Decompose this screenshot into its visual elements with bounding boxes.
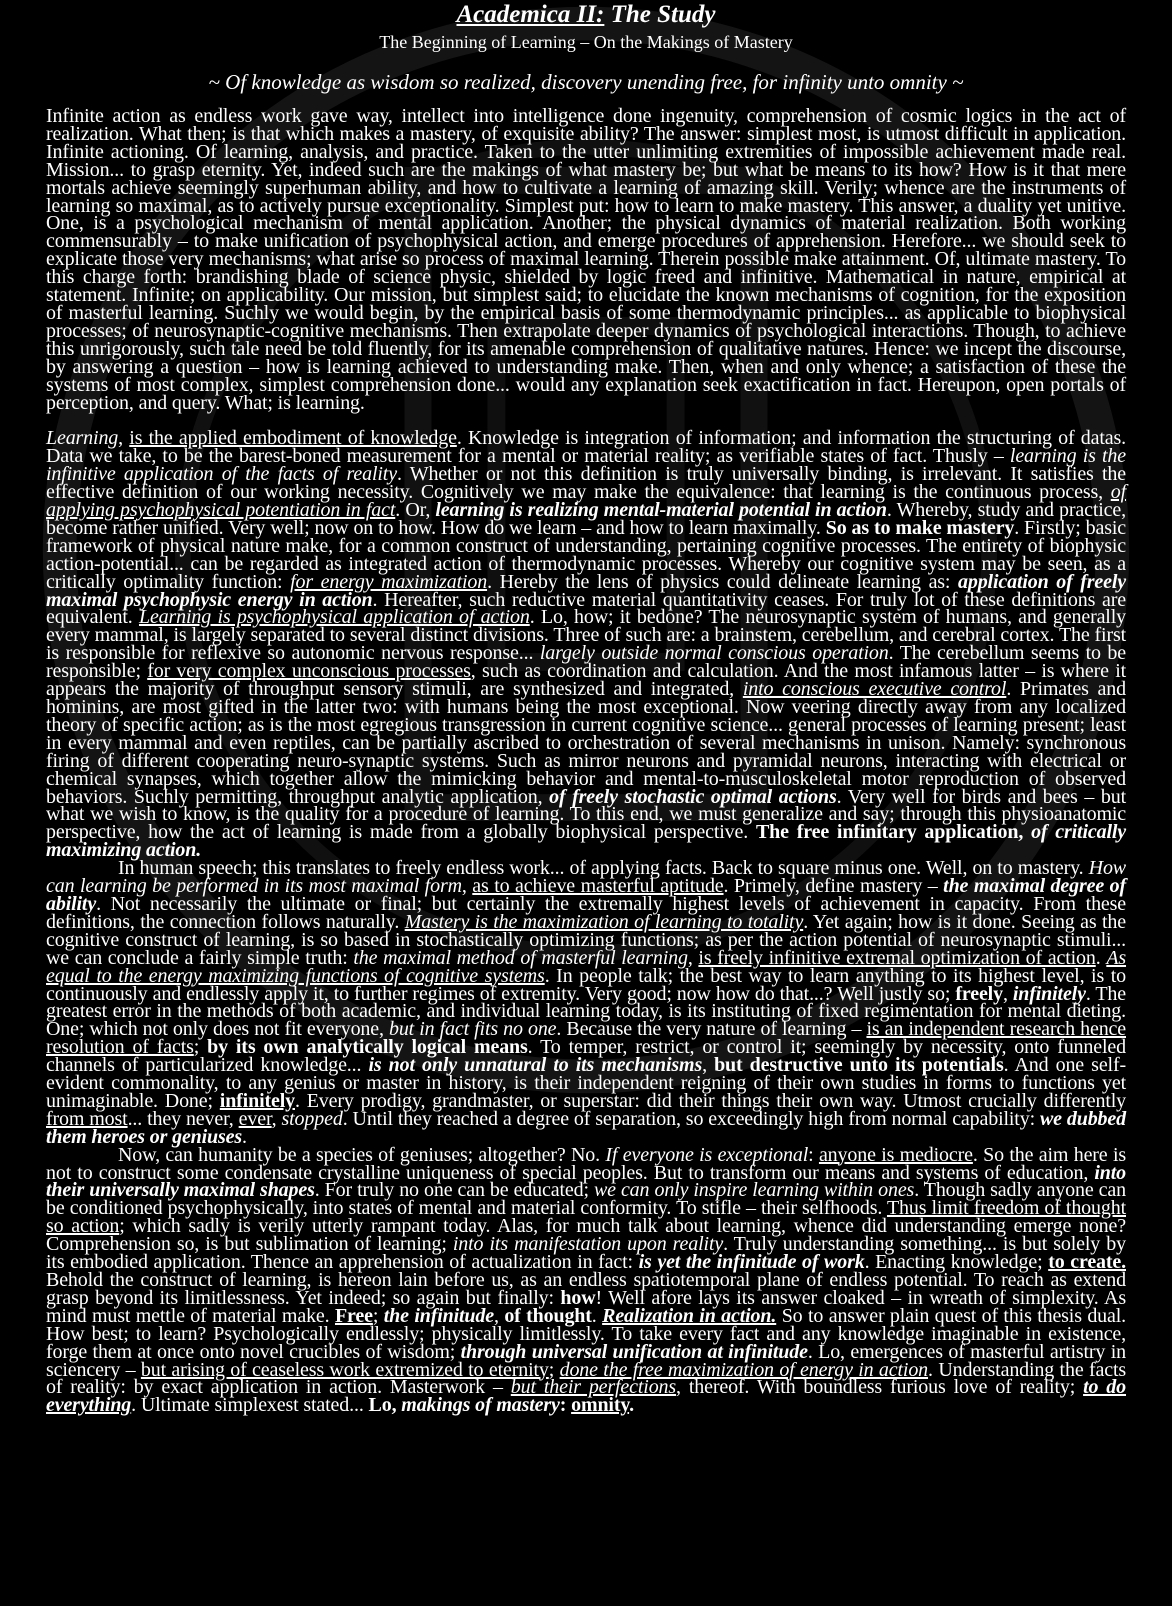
- text-run: makings of mastery: [401, 1394, 560, 1417]
- text-run: . Very well for birds and bees – but what we wish to know, is the quality for a procedure of learning. To this end, we must generalize and say; through this physioanatomic perspective, how the act of learning is made from a globally biophysical perspective.: [46, 785, 1126, 844]
- text-run: we dubbed them heroes or geniuses: [46, 1107, 1126, 1148]
- text-run: . Whether or not this definition is truly universally binding, is irrelevant. It satisfies the effective definition of our working necessity. Cognitively we may make the equivalence: that learning is the continuous process,: [46, 463, 1126, 504]
- text-run: done the free maximization of energy in action: [559, 1358, 929, 1381]
- text-run: the infinitude: [383, 1304, 494, 1327]
- text-run: ,: [271, 1107, 282, 1130]
- text-run: . Hereby the lens of physics could delineate learning as:: [487, 570, 958, 593]
- text-run: So as to make mastery: [825, 516, 1015, 539]
- text-run: . For truly no one can be educated;: [314, 1179, 594, 1202]
- text-run: is freely infinitive extremal optimization of action: [698, 946, 1096, 969]
- text-run: infinitely: [219, 1089, 295, 1112]
- text-run: . The greatest error in the methods of both academic, and individual learning today, is its instituting of fixed regimentation for mental dieting. One; which not only does not fit everyone,: [46, 982, 1127, 1041]
- text-run: In human speech; this translates to freely endless work... of applying facts. Back to square minus one. Well, on to mastery.: [118, 857, 1089, 880]
- text-run: ,: [493, 1304, 505, 1327]
- text-run: . So the aim here is not to construct some condensate crystalline uniqueness of special peoples. But to transform our means and systems of education,: [46, 1143, 1126, 1184]
- text-run: . Truly understanding something... is but solely by its embodied application. Thence an apprehension of actualization in fact:: [46, 1233, 1126, 1274]
- text-run: of freely stochastic optimal actions: [549, 785, 837, 808]
- text-run: from most: [46, 1107, 128, 1130]
- text-run: , thereof. With boundless furious love of reality;: [676, 1376, 1084, 1399]
- text-run: :: [559, 1394, 572, 1417]
- text-run: Mastery is the maximization of learning to totality: [404, 910, 804, 933]
- text-run: .: [591, 1304, 603, 1327]
- text-run: to do everything: [46, 1376, 1126, 1417]
- text-run: Learning: [46, 427, 119, 450]
- text-run: through universal unification at infinitude: [460, 1340, 808, 1363]
- text-run: . To temper, restrict, or control it; seemingly by necessity, onto funneled channels of particularized knowledge...: [46, 1036, 1126, 1077]
- text-run: the maximal degree of ability: [46, 875, 1126, 915]
- text-run: ,: [702, 1054, 715, 1077]
- text-run: but arising of ceaseless work extremized to eternity: [140, 1358, 549, 1381]
- text-run: As equal to the energy maximizing functions of cognitive systems: [46, 946, 1127, 987]
- text-run: anyone is mediocre: [818, 1143, 973, 1166]
- text-run: . Lo, how; it bedone? The neurosynaptic system of humans, and generally every mammal, is largely separated to several distinct divisions. Three of such are: a brainstem, cerebellum, and cerebral cortex. The first is responsible for reflexive so autonomic nervous response...: [46, 606, 1126, 665]
- motto: ~ Of knowledge as wisdom so realized, discovery unending free, for infinity unto omnity ~: [208, 70, 964, 94]
- page-title: [46, 0, 1126, 30]
- text-run: but in fact fits no one: [388, 1018, 557, 1041]
- document-body: [46, 105, 1127, 1417]
- text-run: . Until they reached a degree of separation, so exceedingly high from normal capability:: [342, 1107, 1040, 1130]
- text-run: . Because the very nature of learning –: [556, 1018, 867, 1041]
- title-series: Academica II:: [456, 1, 605, 28]
- text-run: Thus limit freedom of thought so action: [46, 1197, 1126, 1238]
- text-run: is yet the infinitude of work: [638, 1251, 865, 1274]
- text-run: Realization in action.: [602, 1304, 777, 1327]
- text-run: Infinite action as endless work gave way, intellect into intelligence done ingenuity, comprehension of cosmic logics in the act of realization. What then; is that which makes a mastery, of exquisite ability? The answer: simplest most, is utmost difficult in application. Infinite actioning. Of learning, analysis, and practice. Taken to the utter unlimiting extremities of impossible achievement made real. Mission... to grasp eternity. Yet, indeed such are the makings of what mastery be; but what be means to its how? How is it that mere mortals achieve seemingly superhuman ability, and how to cultivate a learning of amazing skill. Verily; whence are the instruments of learning so maximal, as to actively pursue exceptionality. Simplest put: how to learn to make mastery. This answer, a duality yet unitive. One, is a psychological mechanism of mental application. Another; the physical dynamics of material realization. Both working commensurably – to make unification of psychophysical action, and emerge procedures of apprehension. Herefore... we should seek to explicate those very mechanisms; what arise so process of maximal learning. Therein possible make attainment. Of, ultimate mastery. To this charge forth: brandishing blade of science physic, shielded by logic freed and infinitive. Mathematical in nature, empirical at statement. Infinite; on applicability. Our mission, but simplest said; to elucidate the known mechanisms of cognition, for the exposition of masterful learning. Suchly we would begin, by the empirical basis of some thermodynamic principles... as applicable to biophysical processes; of neurosynaptic-cognitive mechanisms. Then extrapolate deeper dynamics of psychological interactions. Though, to achieve this unrigorously, such tale need be told fluently, for its amenable comprehension of qualitative natures. Hence: we incept the discourse, by answering a question – how is learning achieved to understanding make. Then, when and only whence; a satisfaction of these the systems of most complex, simplest comprehension done... would any explanation seek exactification in fact. Hereupon, open portals of perception, and query. What; is learning.: [46, 105, 1126, 414]
- text-run: stopped: [281, 1107, 343, 1130]
- text-run: is not only unnatural to its mechanisms: [368, 1054, 703, 1077]
- text-run: of applying psychophysical potentiation in fact: [46, 481, 1126, 522]
- text-run: is an independent research hence resolution of facts: [46, 1018, 1126, 1059]
- text-run: :: [808, 1143, 819, 1166]
- text-run: but their perfections: [510, 1376, 677, 1399]
- text-run: . Firstly; basic framework of physical nature make, for a common construct of understanding, pertaining cognitive processes. The entirety of biophysic action-potential... can be regarded as integrated action of thermodynamic processes. Whereby our cognitive system may be seen, as a critically optimality function:: [46, 516, 1126, 593]
- text-run: ever: [238, 1107, 272, 1130]
- text-run: ; which sadly is verily utterly rampant today. Alas, for much talk about learning, whence did understanding emerge none? Comprehension so, is but sublimation of learning;: [46, 1215, 1126, 1256]
- text-run: Free: [334, 1304, 373, 1327]
- text-run: . Yet again; how is it done. Seeing as the cognitive construct of learning, is so based in stochastically optimizing functions; as per the action potential of neurosynaptic stimuli... we can conclude a fairly simple truth:: [46, 910, 1126, 969]
- text-run: the maximal method of masterful learning: [353, 946, 688, 969]
- paragraph: [46, 1143, 1127, 1417]
- text-run: Learning is psychophysical application of action: [138, 606, 530, 629]
- text-run: to create.: [1048, 1251, 1126, 1274]
- text-run: is the applied embodiment of knowledge: [129, 427, 457, 450]
- text-run: . Not necessarily the ultimate or final; but certainly the extremally highest levels of achievement in capacity. From these definitions, the connection follows naturally.: [46, 892, 1126, 933]
- text-run: If everyone is exceptional: [605, 1143, 809, 1166]
- text-run: . Whereby, study and practice, become rather unified. Very well; now on to how. How do we learn – and how to learn maximally.: [46, 499, 1126, 539]
- text-run: freely: [955, 982, 1003, 1005]
- text-run: . And one self-evident commonality, to any genius or master in history, is their independent reigning of their own studies in forms to functions yet unimaginable. Done;: [46, 1054, 1126, 1112]
- text-run: as to achieve masterful aptitude: [472, 875, 724, 898]
- text-run: . Understanding the facts of reality: by exact application in action. Masterwork –: [46, 1358, 1126, 1399]
- text-run: omnity: [571, 1394, 630, 1417]
- text-run: ;: [372, 1304, 384, 1327]
- title-name: The Study: [604, 1, 716, 28]
- page-subtitle: The Beginning of Learning – On the Makings of Mastery: [379, 32, 793, 52]
- text-run: Behold the construct of learning, is hereon lain before us, as an endless spatiotemporal plane of endless potential. To reach as extend grasp beyond its limitlessness. Yet indeed; so again but finally:: [46, 1269, 1126, 1309]
- text-run: . In people talk; the best way to learn anything to its highest level, is to continuously and endlessly apply it, to further regimes of extremity. Very good; now how do that...? Well justly so;: [46, 964, 1126, 1005]
- text-run: , such as coordination and calculation. And the most infamous latter – is where it appears the majority of throughput sensory stimuli, are synthesized and integrated,: [46, 660, 1127, 701]
- text-run: learning is the infinitive application of the facts of reality: [46, 445, 1126, 486]
- text-run: .: [629, 1394, 634, 1417]
- text-run: of critically maximizing action.: [46, 821, 1126, 862]
- text-run: . Hereafter, such reductive material quantitativity ceases. For truly lot of these definitions are equivalent.: [46, 588, 1126, 629]
- text-run: ;: [548, 1358, 560, 1381]
- text-run: How can learning be performed in its most maximal form: [46, 857, 1126, 898]
- text-run: ! Well afore lays its answer cloaked – in wreath of simplexity. As mind must mettle of material make.: [46, 1286, 1126, 1327]
- paragraph: [46, 857, 1127, 1148]
- text-run: Lo,: [368, 1394, 402, 1417]
- text-run: how: [560, 1286, 596, 1309]
- text-run: . Primely, define mastery –: [723, 875, 944, 898]
- text-run: ,: [687, 946, 699, 969]
- text-run: application of freely maximal psychophysic energy in action: [46, 570, 1126, 611]
- text-run: . Primates and hominins, are most gifted in the latter two: with humans being the most exceptional. Now veering directly away from any localized theory of specific action; as is the most egregious transgression in current cognitive science... general processes of learning present; least in every mammal and even reptiles, can be partially ascribed to orchestration of several mechanisms in unison. Namely: synchronous firing of different cooperating neuro-synaptic systems. Such as mirror neurons and pyramidal neurons, interacting with electrical or chemical synapses, which together allow the mimicking behavior and mental-to-musculoskeletal motor reproduction of observed behaviors. Suchly permitting, throughput analytic application,: [46, 678, 1126, 808]
- text-run: . Enacting knowledge;: [864, 1251, 1049, 1274]
- text-run: . Knowledge is integration of information; and information the structuring of datas. Data we take, to be the barest-boned measurement for a mental or material reality; as verifiable states of fact. Thusly –: [46, 427, 1126, 468]
- paragraph: [46, 427, 1127, 862]
- text-run: ;: [193, 1036, 208, 1059]
- text-run: into conscious executive control: [742, 678, 1007, 701]
- text-run: largely outside normal conscious operation: [539, 642, 889, 665]
- text-run: for energy maximization: [290, 570, 488, 593]
- text-run: for very complex unconscious processes: [147, 660, 471, 683]
- text-run: infinitely: [1012, 982, 1086, 1005]
- text-run: .: [1095, 946, 1107, 969]
- text-run: into its manifestation upon reality: [452, 1233, 724, 1256]
- text-run: by its own analytically logical means: [207, 1036, 528, 1059]
- text-run: ,: [461, 875, 473, 898]
- text-run: but destructive unto its potentials: [714, 1054, 1004, 1077]
- text-run: of thought: [504, 1304, 592, 1327]
- text-run: . The cerebellum seems to be responsible;: [46, 642, 1126, 683]
- text-run: . Though sadly anyone can be conditioned psychophysically, into states of mental and material conformity. To stifle – their selfhoods.: [46, 1179, 1126, 1220]
- text-run: ,: [1002, 982, 1013, 1005]
- text-run: . Lo, emergences of masterful artistry in sciencery –: [46, 1340, 1126, 1381]
- text-run: we can only inspire learning within ones: [593, 1179, 915, 1202]
- text-run: ... they never,: [127, 1107, 239, 1130]
- text-run: . Every prodigy, grandmaster, or superstar: did their things their own way. Utmost crucially differently: [294, 1089, 1126, 1112]
- text-run: The free infinitary application,: [755, 821, 1032, 844]
- text-run: .: [242, 1125, 247, 1148]
- text-run: . Or,: [395, 499, 436, 522]
- text-run: ,: [118, 427, 130, 450]
- text-run: Now, can humanity be a species of geniuses; altogether? No.: [118, 1143, 606, 1166]
- text-run: . Ultimate simplexest stated...: [131, 1394, 369, 1417]
- text-run: into their universally maximal shapes: [46, 1161, 1126, 1202]
- text-run: So to answer plain quest of this thesis dual. How best; to learn? Psychologically endlessly; physically limitlessly. To take every fact and any knowledge imaginable in existence, forge them at once onto novel crucibles of wisdom;: [46, 1304, 1127, 1363]
- paragraph: [46, 105, 1126, 414]
- text-run: learning is realizing mental-material potential in action: [435, 499, 887, 522]
